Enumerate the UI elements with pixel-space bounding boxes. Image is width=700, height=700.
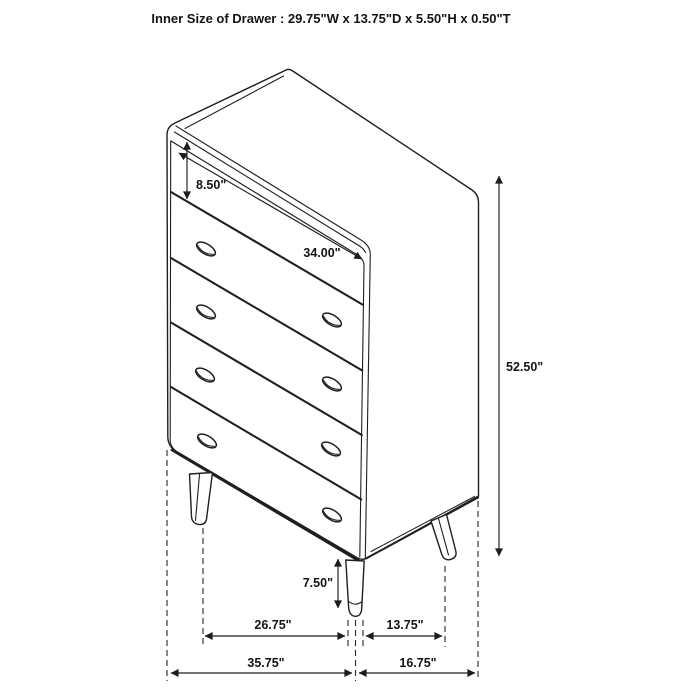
dimension-label: 35.75"	[247, 656, 285, 670]
dimension-label: 34.00"	[303, 246, 341, 260]
drawer-handle	[319, 439, 342, 458]
front-left-leg	[190, 473, 213, 525]
dimension-leg-height	[303, 559, 338, 608]
drawer-handle	[320, 505, 343, 524]
dimension-top-drawer-height	[187, 142, 226, 199]
dimension-label: 52.50"	[506, 360, 544, 374]
projection-guides	[167, 450, 478, 681]
drawer-handle	[194, 302, 217, 321]
drawer-handle	[193, 365, 216, 384]
dimension-overall-width	[171, 656, 352, 673]
drawer-handle	[320, 374, 343, 393]
front-center-leg	[346, 560, 364, 616]
dimension-label: 8.50"	[196, 178, 227, 192]
top-back-edge-inner-line	[185, 76, 284, 129]
drawer-handles	[193, 239, 343, 524]
drawer-handle	[320, 310, 343, 329]
dimension-overall-height	[499, 176, 543, 556]
dimension-label: 16.75"	[399, 656, 437, 670]
chest-line-drawing	[167, 69, 479, 616]
dimension-label: 7.50"	[302, 576, 333, 590]
dimension-label: 26.75"	[254, 618, 292, 632]
dimension-side-leg-spacing	[366, 618, 442, 636]
page-title: Inner Size of Drawer : 29.75"W x 13.75"D x 5.50"H x 0.50"T	[151, 11, 511, 26]
drawer-handle	[195, 431, 218, 450]
dimension-front-leg-spacing	[205, 618, 345, 636]
top-front-bullnose-line	[175, 132, 366, 253]
dimension-overall-depth	[359, 656, 475, 673]
drawer-handle	[194, 239, 217, 258]
right-face-bottom-inner-line	[371, 497, 475, 552]
legs	[190, 473, 457, 617]
dimension-label: 13.75"	[386, 618, 424, 632]
side-bottom-edge	[366, 498, 478, 559]
